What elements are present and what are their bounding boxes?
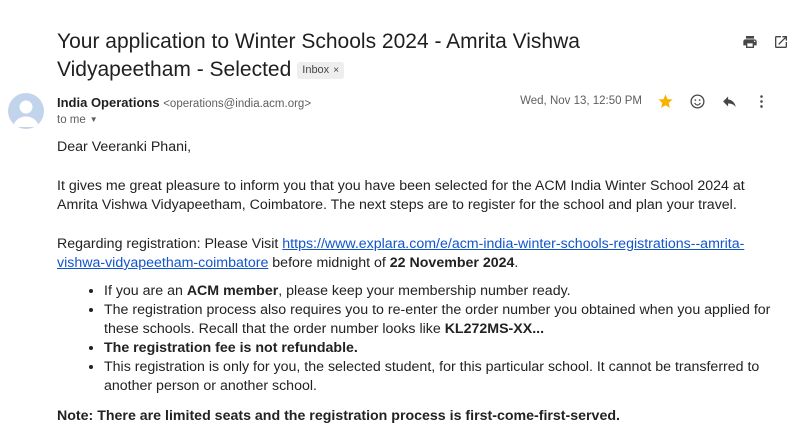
remove-label-button[interactable]: ×	[333, 65, 340, 76]
registration-deadline: 22 November 2024	[389, 255, 515, 271]
registration-suffix: .	[514, 255, 519, 271]
sender-info	[57, 94, 311, 113]
registration-middle: before midnight of	[268, 255, 390, 271]
sender-avatar[interactable]	[8, 93, 44, 129]
bullet1-suffix: , please keep your membership number ready.	[278, 283, 571, 299]
thread-actions	[741, 33, 790, 51]
more-vert-icon[interactable]	[752, 92, 770, 110]
email-body	[57, 138, 777, 426]
email-subject-row	[57, 28, 677, 84]
list-item	[104, 301, 777, 339]
bullet1-bold: ACM member	[186, 283, 279, 299]
message-meta	[520, 92, 770, 110]
bullet3-text: The registration fee is not refundable.	[104, 340, 358, 356]
note-text: : There are limited seats and the registration process is first-come-first-served.	[88, 408, 620, 424]
sender-email: <operations@india.acm.org>	[163, 98, 312, 110]
inbox-label-text: Inbox	[302, 64, 330, 76]
to-text: to me	[57, 114, 86, 126]
chevron-down-icon[interactable]: ▼	[89, 115, 98, 124]
note-label: Note	[57, 408, 89, 424]
star-icon[interactable]	[656, 92, 674, 110]
note-paragraph	[57, 407, 777, 426]
bullet4-text: This registration is only for you, the selected student, for this particular school. It cannot be transferred to another person or another school.	[104, 359, 760, 394]
message-actions	[656, 92, 770, 110]
selection-paragraph: It gives me great pleasure to inform you that you have been selected for the ACM India Winter School 2024 at Amrita Vishwa Vidyapeetham, Coimbatore. The next steps are to register for the school and plan your travel.	[57, 178, 745, 213]
bullet1-prefix: If you are an	[104, 283, 187, 299]
greeting: Dear Veeranki Phani,	[57, 139, 192, 155]
list-item	[104, 282, 777, 301]
avatar-person-icon	[8, 93, 44, 129]
message-date: Wed, Nov 13, 12:50 PM	[520, 95, 642, 107]
email-subject	[57, 28, 677, 84]
registration-prefix: Regarding registration: Please Visit	[57, 236, 283, 252]
list-item	[104, 339, 777, 358]
inbox-label-chip[interactable]	[297, 62, 344, 79]
print-icon[interactable]	[741, 33, 759, 51]
reply-icon[interactable]	[720, 92, 738, 110]
registration-paragraph	[57, 235, 777, 273]
list-item	[104, 358, 777, 396]
recipient-details-toggle[interactable]	[57, 112, 98, 128]
bullet2-bold: KL272MS-XX...	[444, 321, 545, 337]
subject-text: Your application to Winter Schools 2024 - Amrita Vishwa Vidyapeetham - Selected	[57, 30, 580, 81]
open-in-new-icon[interactable]	[772, 33, 790, 51]
emoji-icon[interactable]	[688, 92, 706, 110]
registration-link[interactable]: https://www.explara.com/e/acm-india-winter-schools-registrations--amrita-vishwa-vidyapeetham-coimbatore	[57, 236, 745, 271]
instructions-list	[57, 282, 777, 396]
sender-name[interactable]: India Operations	[57, 95, 160, 110]
bullet2-text: The registration process also requires you to re-enter the order number you obtained when you applied for these schools. Recall that the order number looks like	[104, 302, 771, 337]
